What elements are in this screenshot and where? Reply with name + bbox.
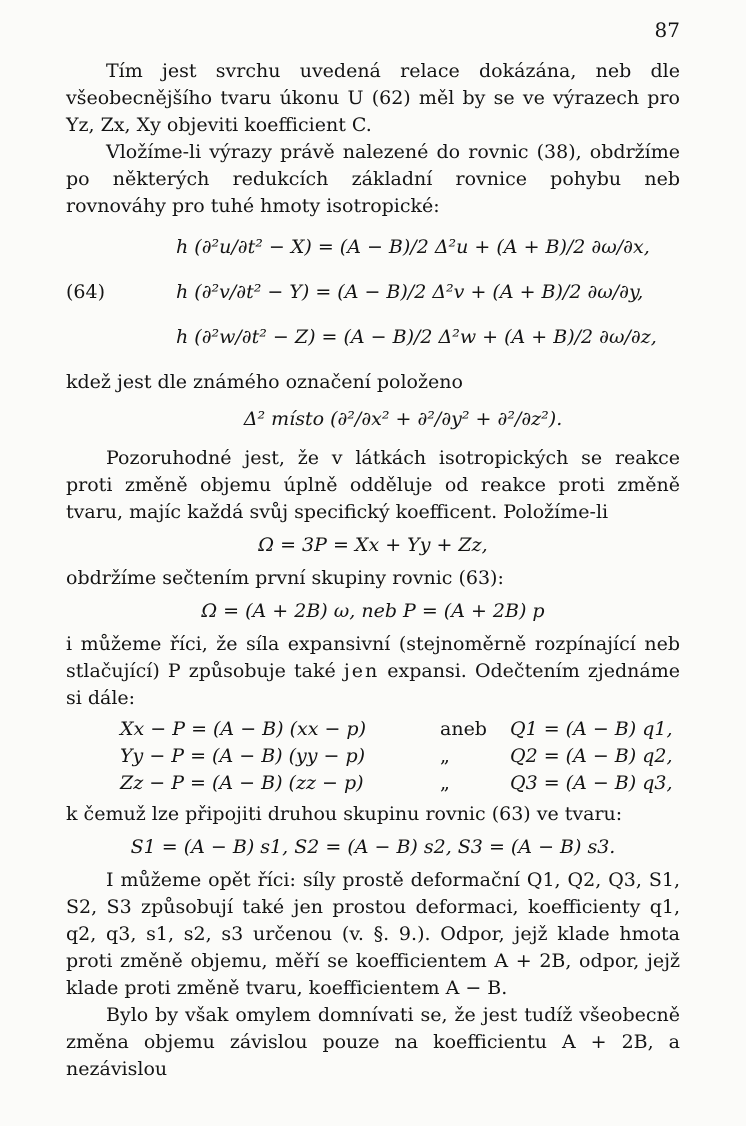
equation-conj: „ (440, 772, 450, 794)
equation-delta: Δ² místo (∂²/∂x² + ∂²/∂y² + ∂²/∂z²). (243, 408, 563, 430)
equation-left: Yy − P = (A − B) (yy − p) (120, 745, 366, 767)
equation-number: (64) (66, 281, 106, 303)
equation-line (66, 273, 680, 318)
paragraph: k čemuž lze připojiti druhou skupinu rovnic (63) ve tvaru: (66, 803, 623, 825)
equation-line (66, 318, 680, 363)
paragraph: kdež jest dle známého označení položeno (66, 371, 463, 393)
paragraph: Tím jest svrchu uvedená relace dokázána, neb dle všeobecnějšího tvaru úkonu U (62) měl by se ve výrazech pro Yz, Zx, Xy objeviti koefficient C. (66, 60, 680, 136)
equation-text: h (∂²u/∂t² − X) = (A − B)/2 Δ²u + (A + B)/2 ∂ω/∂x, (176, 236, 650, 258)
emphasis: jen (343, 660, 380, 682)
equation-system (66, 716, 680, 797)
equation-conj: „ (440, 745, 450, 767)
equation-left: Zz − P = (A − B) (zz − p) (120, 772, 364, 794)
equation-line (66, 228, 680, 273)
equation-row (66, 770, 680, 797)
paragraph: I můžeme opět říci: síly prostě deformační Q1, Q2, Q3, S1, S2, S3 způsobují také jen prostou deformaci, koefficienty q1, q2, q3, s1, s2, s3 určenou (v. §. 9.). Odpor, jejž klade hmota proti změně objemu, měří se koefficientem A + 2B, odpor, jejž klade proti změně tvaru, koefficientem A − B. (66, 869, 680, 999)
equation-left: Xx − P = (A − B) (xx − p) (120, 718, 366, 740)
equation-s: S1 = (A − B) s1, S2 = (A − B) s2, S3 = (A − B) s3. (130, 836, 616, 858)
equation-conj: aneb (440, 718, 487, 740)
paragraph: Pozoruhodné jest, že v látkách isotropických se reakce proti změně objemu úplně odděluje od reakce proti změně tvaru, majíc každá svůj specifický koefficent. Položíme-li (66, 447, 680, 523)
paragraph (66, 631, 680, 712)
paragraph: obdržíme sečtením první skupiny rovnic (63): (66, 567, 504, 589)
equation-omega: Ω = 3P = Xx + Yy + Zz, (258, 534, 488, 556)
text-run: i můžeme říci, že síla expansivní (stejnoměrně rozpínající neb stlačující) P způsobuje také (66, 633, 680, 682)
equation-omega-2: Ω = (A + 2B) ω, neb P = (A + 2B) p (201, 600, 545, 622)
equation-row (66, 716, 680, 743)
equation-text: h (∂²v/∂t² − Y) = (A − B)/2 Δ²v + (A + B)/2 ∂ω/∂y, (176, 281, 644, 303)
equation-right: Q2 = (A − B) q2, (510, 745, 673, 767)
page-number: 87 (654, 18, 680, 42)
paragraph: Vložíme-li výrazy právě nalezené do rovnic (38), obdržíme po některých redukcích základní rovnice pohybu neb rovnováhy pro tuhé hmoty isotropické: (66, 141, 680, 217)
equation-block-64 (66, 228, 680, 363)
equation-row (66, 743, 680, 770)
equation-right: Q1 = (A − B) q1, (510, 718, 673, 740)
text-run: expansi. Odečtením zjednáme si dále: (66, 660, 681, 709)
page-body (66, 58, 680, 1083)
equation-right: Q3 = (A − B) q3, (510, 772, 673, 794)
paragraph: Bylo by však omylem domnívati se, že jest tudíž všeobecně změna objemu závislou pouze na koefficientu A + 2B, a nezávislou (66, 1004, 680, 1080)
equation-text: h (∂²w/∂t² − Z) = (A − B)/2 Δ²w + (A + B)/2 ∂ω/∂z, (176, 326, 657, 348)
